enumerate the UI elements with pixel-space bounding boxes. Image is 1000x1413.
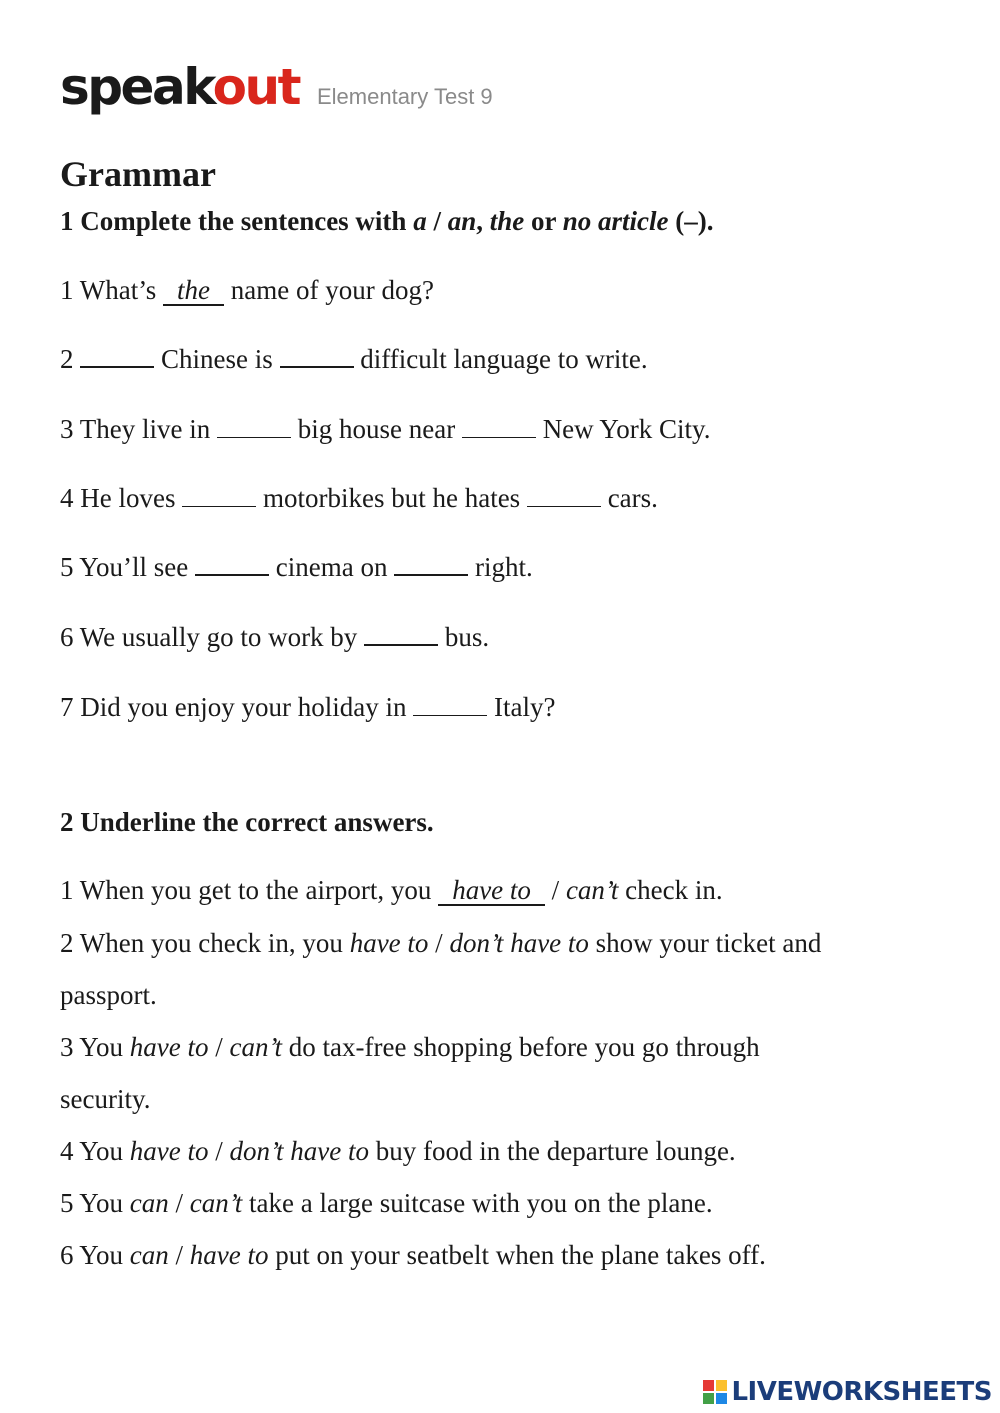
answer-choice[interactable]: can (129, 1240, 169, 1270)
answer-choice[interactable]: can (129, 1188, 169, 1218)
logo-part-out: out (212, 58, 299, 116)
ex2-item-4: 4 You have to / don’t have to buy food in the departure lounge. (60, 1136, 736, 1166)
ex2-item-3-continued: security. (60, 1084, 151, 1114)
speakout-logo (60, 58, 299, 116)
ex1-item-2: 2 Chinese is difficult language to write. (60, 344, 648, 374)
liveworksheets-icon (703, 1380, 727, 1404)
test-subtitle: Elementary Test 9 (316, 84, 493, 109)
ex2-item-5: 5 You can / can’t take a large suitcase with you on the plane. (60, 1188, 713, 1218)
answer-blank[interactable] (195, 554, 269, 576)
answer-blank[interactable] (413, 695, 487, 716)
ex2-item-3: 3 You have to / can’t do tax-free shopping before you go through (60, 1032, 760, 1062)
answer-choice[interactable]: have to (189, 1240, 269, 1270)
ex2-item-6: 6 You can / have to put on your seatbelt when the plane takes off. (60, 1240, 766, 1270)
answer-choice[interactable]: have to (349, 928, 429, 958)
ex1-item-7: 7 Did you enjoy your holiday in Italy? (60, 692, 556, 722)
answer-choice[interactable]: can’t (229, 1032, 283, 1062)
answer-choice-selected[interactable]: have to (438, 876, 545, 906)
answer-blank[interactable] (394, 554, 468, 576)
answer-choice[interactable]: can’t (565, 875, 619, 905)
ex2-item-2-continued: passport. (60, 980, 157, 1010)
liveworksheets-logo (703, 1377, 992, 1407)
logo-part-speak: speak (60, 58, 213, 116)
section-title: Grammar (60, 154, 216, 194)
answer-blank[interactable] (527, 486, 601, 507)
exercise1-instruction: 1 Complete the sentences with a / an, the or no article (–). (60, 206, 714, 236)
liveworksheets-text: LIVEWORKSHEETS (731, 1377, 992, 1407)
ex1-item-6: 6 We usually go to work by bus. (60, 622, 490, 652)
ex1-item-5: 5 You’ll see cinema on right. (60, 552, 533, 582)
ex1-item-4: 4 He loves motorbikes but he hates cars. (60, 483, 658, 513)
answer-blank[interactable] (462, 417, 536, 438)
answer-blank[interactable] (280, 346, 354, 368)
answer-choice[interactable]: have to (129, 1032, 209, 1062)
ex1-item-1: 1 What’s the name of your dog? (60, 275, 434, 305)
header (60, 58, 493, 116)
answer-blank[interactable] (80, 346, 154, 368)
ex1-item-3: 3 They live in big house near New York City. (60, 414, 711, 444)
exercise2-instruction: 2 Underline the correct answers. (60, 807, 434, 837)
answer-choice[interactable]: don’t have to (229, 1136, 370, 1166)
answer-blank[interactable] (182, 486, 256, 507)
ex2-item-1: 1 When you get to the airport, you have to / can’t check in. (60, 875, 723, 905)
answer-blank[interactable] (217, 417, 291, 438)
answer-choice[interactable]: have to (129, 1136, 209, 1166)
answer-choice[interactable]: can’t (189, 1188, 243, 1218)
answer-choice[interactable]: don’t have to (449, 928, 589, 958)
ex2-item-2: 2 When you check in, you have to / don’t have to show your ticket and (60, 928, 822, 958)
answer-blank[interactable] (364, 624, 438, 646)
answer-blank-filled[interactable]: the (163, 276, 224, 306)
